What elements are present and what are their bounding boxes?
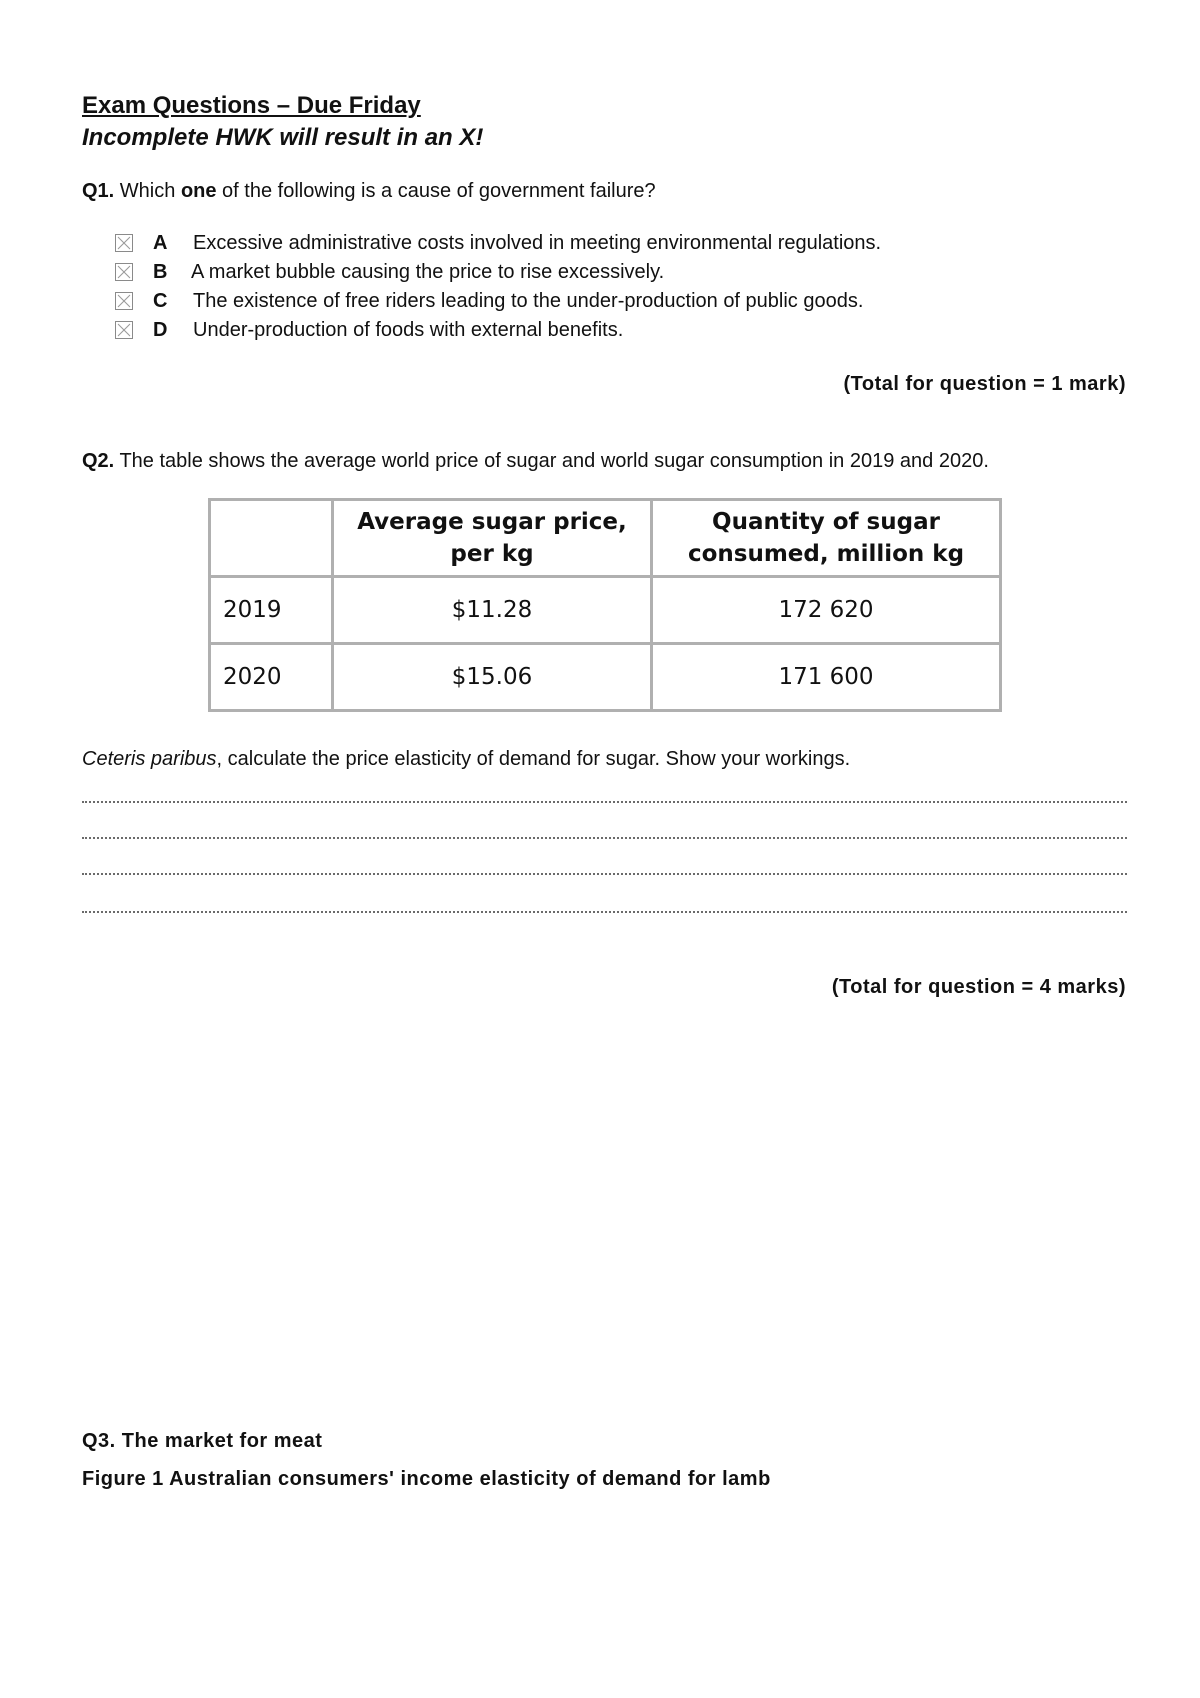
- table-cell: 172 620: [652, 577, 1001, 644]
- option-letter: A: [153, 231, 168, 254]
- checkbox-icon[interactable]: [115, 321, 133, 339]
- q2-instruction: [82, 748, 850, 771]
- table-cell: 2020: [210, 644, 333, 711]
- checkbox-icon[interactable]: [115, 292, 133, 310]
- q2-instruction-italic: Ceteris paribus: [82, 748, 217, 770]
- q1-total: (Total for question = 1 mark): [843, 373, 1126, 395]
- table-cell: 2019: [210, 577, 333, 644]
- option-letter: C: [153, 289, 168, 312]
- q1-text-after: of the following is a cause of government failure?: [216, 180, 656, 202]
- q1-option-a[interactable]: [115, 230, 881, 256]
- q1-option-d[interactable]: [115, 317, 623, 343]
- q1-option-b[interactable]: [115, 259, 664, 285]
- table-row: [210, 577, 1001, 644]
- option-letter: B: [153, 260, 168, 283]
- q2-total: (Total for question = 4 marks): [831, 976, 1126, 998]
- answer-line[interactable]: [82, 801, 1127, 803]
- table-cell: $11.28: [333, 577, 652, 644]
- table-header-cell: Average sugar price, per kg: [333, 500, 652, 577]
- checkbox-icon[interactable]: [115, 263, 133, 281]
- table-row: [210, 644, 1001, 711]
- table-cell: $15.06: [333, 644, 652, 711]
- q1-emphasis: one: [180, 180, 217, 202]
- table-cell: 171 600: [652, 644, 1001, 711]
- q3-title: Q3. The market for meat: [82, 1430, 323, 1452]
- option-text: A market bubble causing the price to rise excessively.: [191, 260, 665, 283]
- q1-text-before: Which: [114, 180, 181, 202]
- page-title: Exam Questions – Due Friday: [82, 92, 421, 119]
- table-header-cell: Quantity of sugar consumed, million kg: [652, 500, 1001, 577]
- q2-text: The table shows the average world price of sugar and world sugar consumption in 2019 and 2020.: [114, 450, 989, 472]
- checkbox-icon[interactable]: [115, 234, 133, 252]
- q2-instruction-rest: , calculate the price elasticity of demand for sugar. Show your workings.: [216, 748, 851, 770]
- page-subtitle: Incomplete HWK will result in an X!: [82, 124, 484, 151]
- option-letter: D: [153, 318, 168, 341]
- q2-number: Q2.: [82, 450, 115, 472]
- answer-line[interactable]: [82, 873, 1127, 875]
- option-text: The existence of free riders leading to the under-production of public goods.: [193, 289, 864, 312]
- sugar-table: [208, 498, 1002, 712]
- q1-number: Q1.: [82, 180, 115, 202]
- q2-question: [82, 450, 989, 473]
- answer-line[interactable]: [82, 837, 1127, 839]
- q1-option-c[interactable]: [115, 288, 863, 314]
- q1-question: [82, 180, 656, 203]
- table-header-cell: [210, 500, 333, 577]
- figure-title: Figure 1 Australian consumers' income elasticity of demand for lamb: [82, 1468, 771, 1490]
- option-text: Excessive administrative costs involved in meeting environmental regulations.: [193, 231, 882, 254]
- option-text: Under-production of foods with external benefits.: [193, 318, 624, 341]
- answer-line[interactable]: [82, 911, 1127, 913]
- table-header-row: [210, 500, 1001, 577]
